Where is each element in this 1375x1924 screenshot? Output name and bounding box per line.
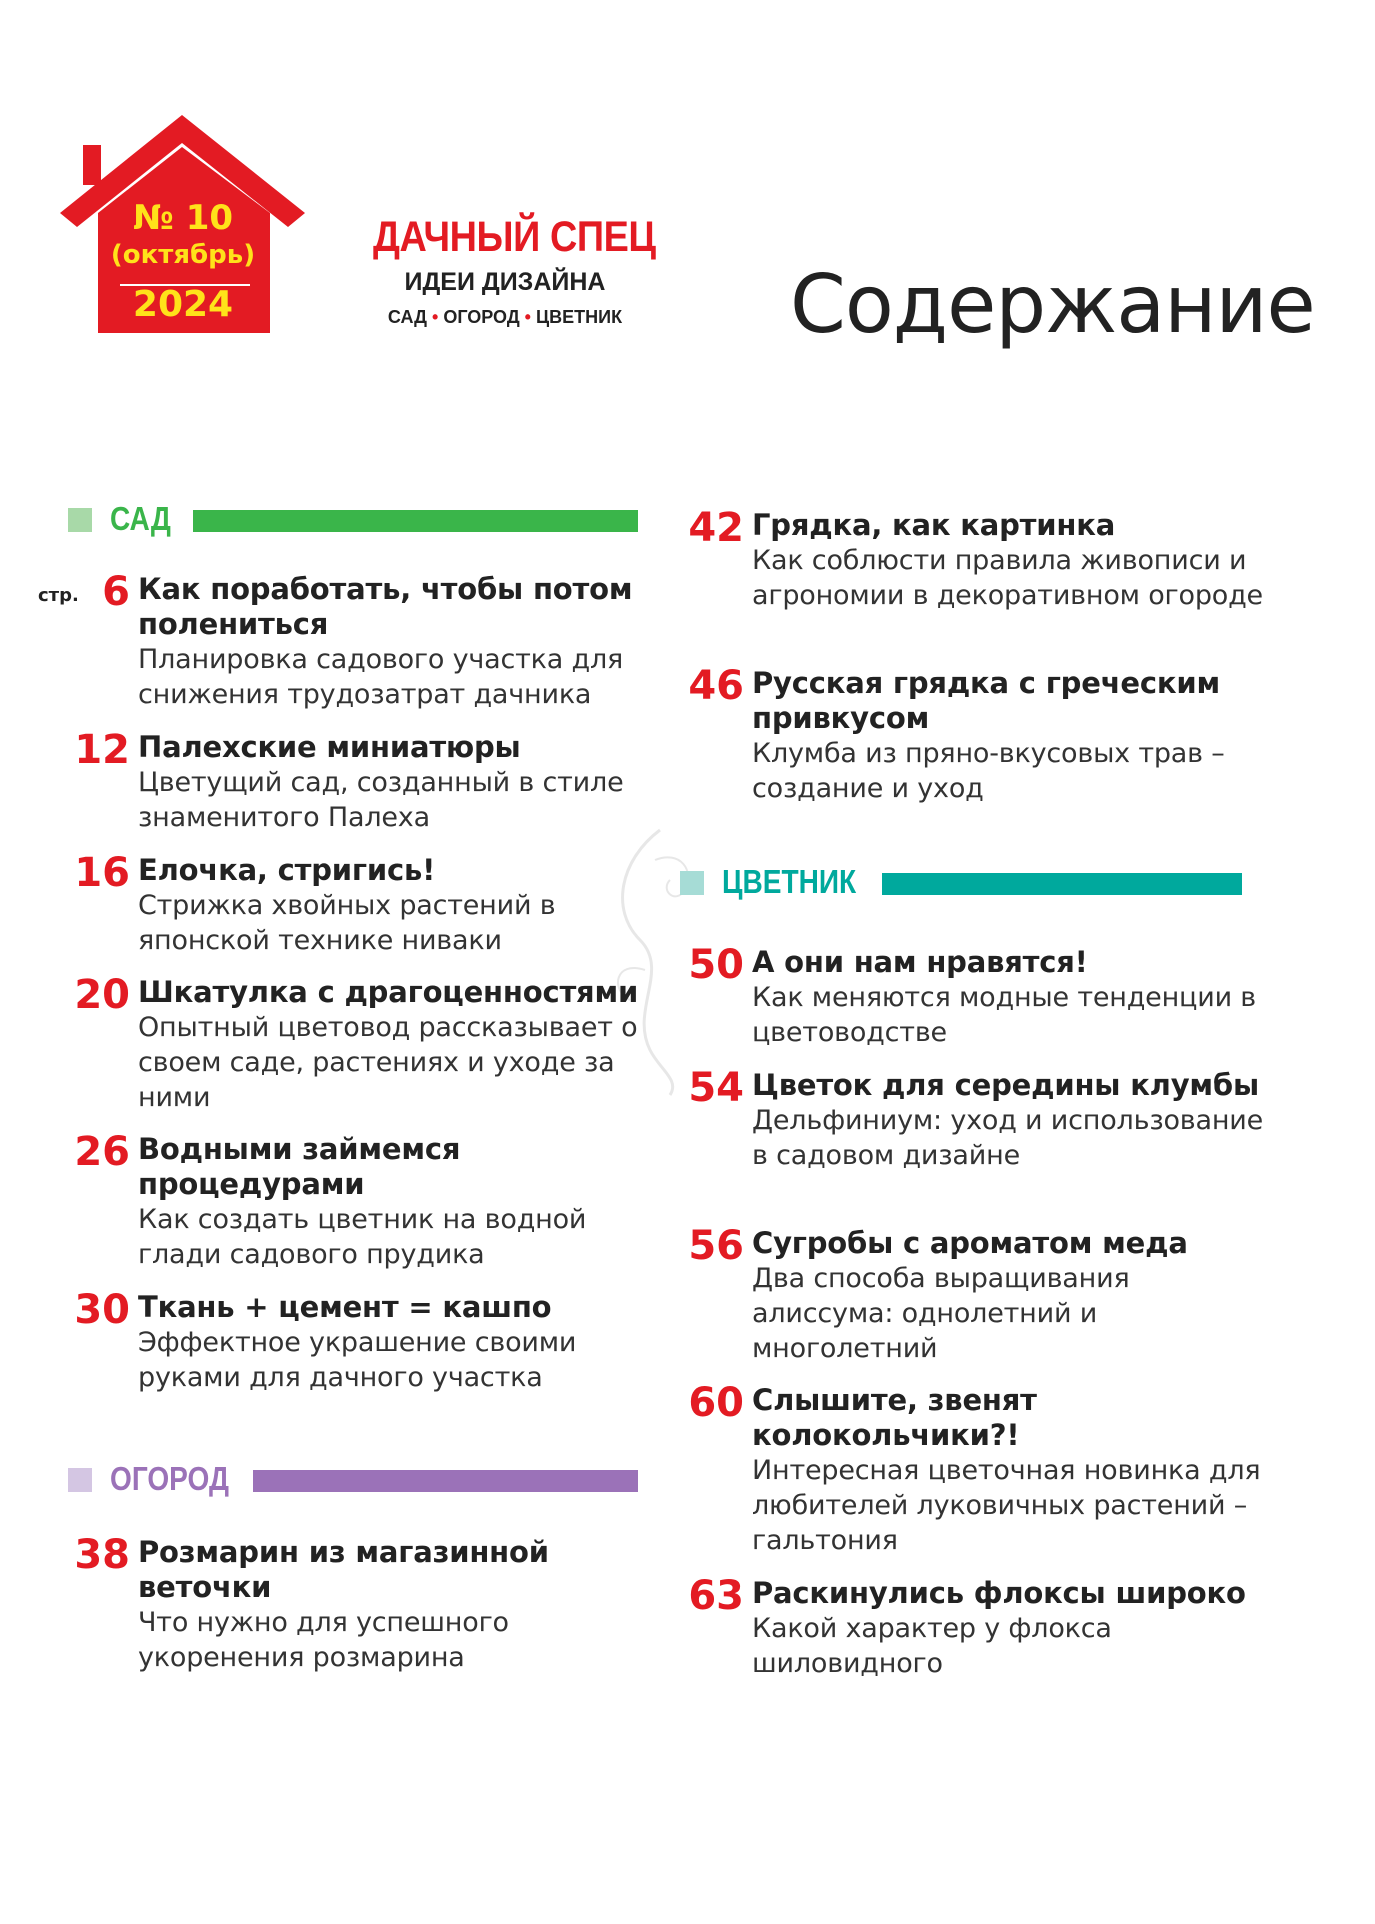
entry-description: Стрижка хвойных растений в японской технике ниваки <box>138 890 556 956</box>
page-number: 6 <box>102 569 130 615</box>
section-marker <box>68 508 92 532</box>
section-label: ОГОРОД <box>110 1460 229 1497</box>
page-number: 50 <box>688 942 744 988</box>
entry-title: Шкатулка с драгоценностями <box>138 975 639 1009</box>
toc-entry[interactable] <box>688 1573 1272 1681</box>
toc-entry[interactable] <box>38 569 658 712</box>
entry-title: Как поработать, чтобы потом полениться <box>138 572 633 641</box>
brand-tag-garden: САД <box>387 307 427 327</box>
entry-description: Два способа выращивания алиссума: однолетний и многолетний <box>752 1263 1130 1364</box>
masthead <box>355 213 655 328</box>
toc-entry[interactable] <box>74 1129 658 1272</box>
section-label: САД <box>110 500 171 537</box>
entry-title: Водными займемся процедурами <box>138 1132 461 1201</box>
page-number: 42 <box>688 505 744 551</box>
entry-description: Как меняются модные тенденции в цветоводстве <box>752 982 1257 1048</box>
brand-subtitle: ИДЕИ ДИЗАЙНА <box>404 268 606 296</box>
brand-tag-vegetable: ОГОРОД <box>443 307 520 327</box>
entry-description: Опытный цветовод рассказывает о своем саде, растениях и уходе за ними <box>138 1012 638 1113</box>
issue-month: (октябрь) <box>110 240 256 270</box>
entry-description: Эффектное украшение своими руками для дачного участка <box>138 1327 577 1393</box>
page-number: 16 <box>74 850 130 896</box>
entry-title: Сугробы с ароматом меда <box>752 1226 1188 1260</box>
page-number: 60 <box>688 1380 744 1426</box>
entry-title: Цветок для середины клумбы <box>752 1068 1260 1102</box>
entry-description: Что нужно для успешного укоренения розмарина <box>138 1607 509 1673</box>
section-flower <box>680 863 1250 900</box>
section-vegetable <box>68 1460 638 1497</box>
toc-entry[interactable] <box>74 1287 658 1395</box>
page-number: 26 <box>74 1129 130 1175</box>
page-title: Содержание <box>790 258 1315 351</box>
toc-entry[interactable] <box>74 972 658 1115</box>
entry-title: Раскинулись флоксы широко <box>752 1576 1246 1610</box>
toc-entry[interactable] <box>688 942 1272 1050</box>
issue-year: 2024 <box>132 284 234 325</box>
entry-description: Клумба из пряно-вкусовых трав – создание и уход <box>752 738 1225 804</box>
page-number: 46 <box>688 663 744 709</box>
toc-entry[interactable] <box>74 727 658 835</box>
page-prefix: стр. <box>38 585 79 606</box>
entry-description: Планировка садового участка для снижения трудозатрат дачника <box>138 644 624 710</box>
entry-title: Елочка, стригись! <box>138 853 436 887</box>
page-number: 30 <box>74 1287 130 1333</box>
tag-separator: • <box>524 307 531 327</box>
entry-title: Розмарин из магазинной веточки <box>138 1535 549 1604</box>
entry-title: Ткань + цемент = кашпо <box>138 1290 552 1324</box>
section-garden <box>68 500 638 537</box>
toc-entry[interactable] <box>688 1223 1272 1366</box>
toc-entry[interactable] <box>74 850 658 958</box>
tag-separator: • <box>431 307 439 327</box>
section-bar <box>193 510 638 532</box>
entry-title: Русская грядка с греческим привкусом <box>752 666 1220 735</box>
issue-number: № 10 <box>132 198 234 238</box>
section-bar <box>253 1470 638 1492</box>
entry-description: Интересная цветочная новинка для любителей луковичных растений – гальтония <box>752 1455 1261 1556</box>
entry-description: Как соблюсти правила живописи и агрономии в декоративном огороде <box>752 545 1263 611</box>
section-label: ЦВЕТНИК <box>722 863 857 900</box>
toc-entry[interactable] <box>688 1380 1272 1558</box>
entry-title: Грядка, как картинка <box>752 508 1116 542</box>
section-marker <box>680 871 704 895</box>
toc-entry[interactable] <box>74 1532 658 1675</box>
toc-entry[interactable] <box>688 1065 1272 1173</box>
page-number: 56 <box>688 1223 744 1269</box>
entry-title: Слышите, звенят колокольчики?! <box>752 1383 1037 1452</box>
entry-description: Какой характер у флокса шиловидного <box>752 1613 1112 1679</box>
brand-tag-flower: ЦВЕТНИК <box>535 307 623 327</box>
page-number: 12 <box>74 727 130 773</box>
page-number: 54 <box>688 1065 744 1111</box>
section-bar <box>882 873 1242 895</box>
entry-title: Палехские миниатюры <box>138 730 521 764</box>
page-number: 38 <box>74 1532 130 1578</box>
entry-description: Цветущий сад, созданный в стиле знаменитого Палеха <box>138 767 624 833</box>
brand-tags <box>355 307 655 328</box>
entry-title: А они нам нравятся! <box>752 945 1088 979</box>
toc-entry[interactable] <box>688 663 1272 806</box>
section-marker <box>68 1468 92 1492</box>
page-number: 63 <box>688 1573 744 1619</box>
entry-description: Дельфиниум: уход и использование в садовом дизайне <box>752 1105 1264 1171</box>
page-number: 20 <box>74 972 130 1018</box>
brand-name: ДАЧНЫЙ СПЕЦ <box>373 213 656 261</box>
entry-description: Как создать цветник на водной глади садового прудика <box>138 1204 587 1270</box>
toc-entry[interactable] <box>688 505 1272 613</box>
